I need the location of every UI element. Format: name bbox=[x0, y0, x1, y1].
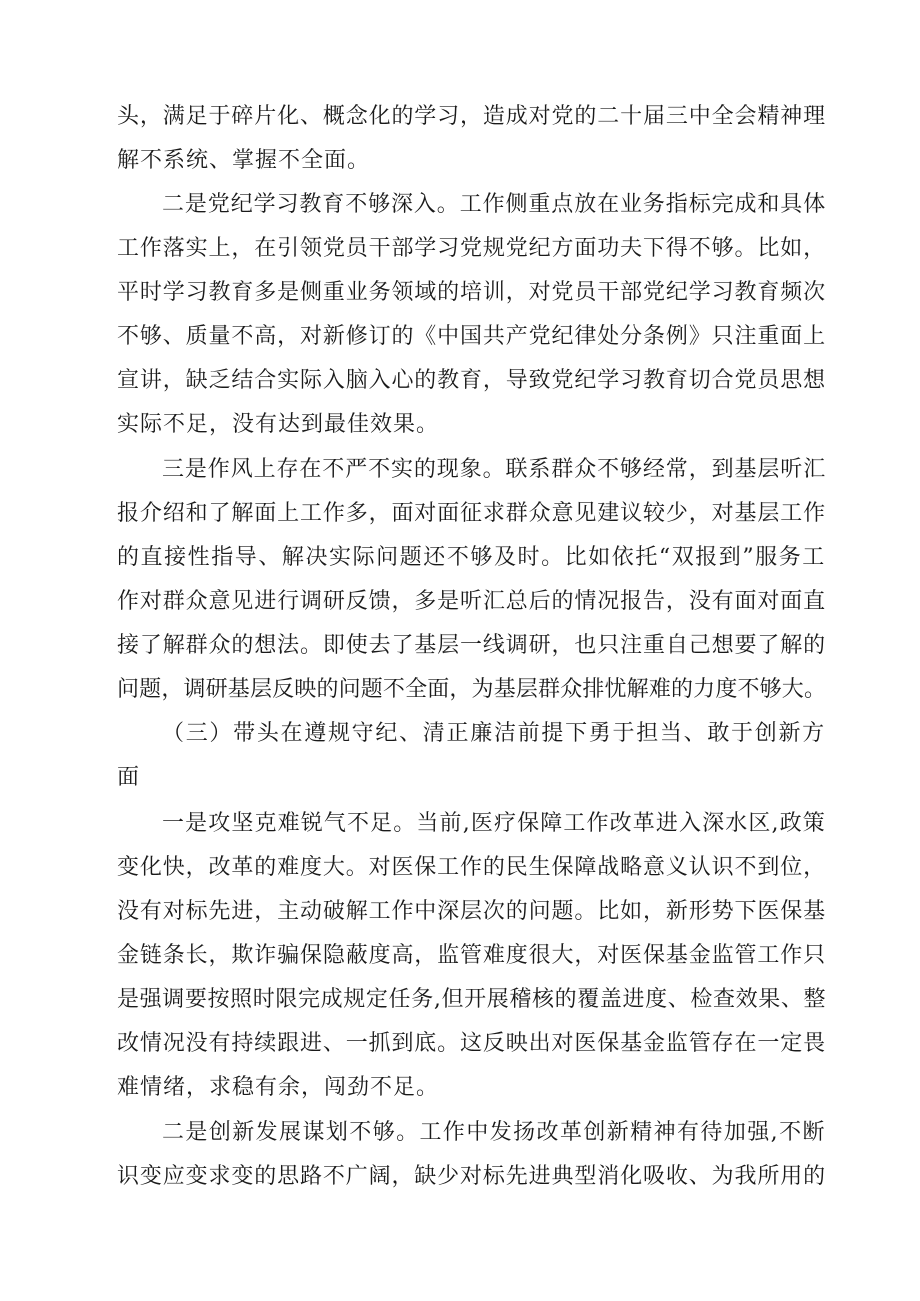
text-line: 是强调要按照时限完成规定任务,但开展稽核的覆盖进度、检查效果、整 bbox=[117, 987, 827, 1012]
paragraph-start-line: 一是攻坚克难锐气不足。当前,医疗保障工作改革进入深水区,政策 bbox=[162, 811, 826, 836]
text-line: 金链条长，欺诈骗保隐蔽度高，监管难度很大，对医保基金监管工作只 bbox=[117, 943, 826, 968]
paragraph-start-line: 二是创新发展谋划不够。工作中发扬改革创新精神有待加强,不断 bbox=[162, 1120, 826, 1145]
text-line: 的直接性指导、解决实际问题还不够及时。比如依托“双报到”服务工 bbox=[117, 545, 826, 570]
text-line: 改情况没有持续跟进、一抓到底。这反映出对医保基金监管存在一定畏 bbox=[117, 1031, 826, 1056]
text-line: 平时学习教育多是侧重业务领域的培训，对党员干部党纪学习教育频次 bbox=[117, 280, 826, 305]
text-line: 解不系统、掌握不全面。 bbox=[117, 148, 371, 173]
text-line: 难情绪，求稳有余，闯劲不足。 bbox=[117, 1075, 440, 1100]
section-heading: （三）带头在遵规守纪、清正廉洁前提下勇于担当、敢于创新方 bbox=[162, 721, 826, 746]
text-line: 问题，调研基层反映的问题不全面，为基层群众排忧解难的力度不够大。 bbox=[117, 677, 827, 702]
paragraph-start-line: 三是作风上存在不严不实的现象。联系群众不够经常，到基层听汇 bbox=[162, 457, 827, 482]
text-line: 工作落实上，在引领党员干部学习党规党纪方面功夫下得不够。比如， bbox=[117, 236, 826, 261]
text-line: 识变应变求变的思路不广阔，缺少对标先进典型消化吸收、为我所用的 bbox=[117, 1164, 826, 1189]
paragraph-start-line: 二是党纪学习教育不够深入。工作侧重点放在业务指标完成和具体 bbox=[162, 192, 827, 217]
text-line: 宣讲，缺乏结合实际入脑入心的教育，导致党纪学习教育切合党员思想 bbox=[117, 368, 826, 393]
text-line: 实际不足，没有达到最佳效果。 bbox=[117, 412, 440, 437]
text-line: 接了解群众的想法。即使去了基层一线调研，也只注重自己想要了解的 bbox=[117, 633, 826, 658]
text-line: 没有对标先进，主动破解工作中深层次的问题。比如，新形势下医保基 bbox=[117, 899, 826, 924]
text-line: 不够、质量不高，对新修订的《中国共产党纪律处分条例》只注重面上 bbox=[117, 324, 826, 349]
text-line: 变化快，改革的难度大。对医保工作的民生保障战略意义认识不到位， bbox=[117, 855, 826, 880]
text-line: 报介绍和了解面上工作多，面对面征求群众意见建议较少，对基层工作 bbox=[117, 501, 826, 526]
section-heading-continuation: 面 bbox=[117, 765, 141, 790]
text-line: 作对群众意见进行调研反馈，多是听汇总后的情况报告，没有面对面直 bbox=[117, 589, 826, 614]
text-line: 头，满足于碎片化、概念化的学习，造成对党的二十届三中全会精神理 bbox=[117, 104, 826, 129]
